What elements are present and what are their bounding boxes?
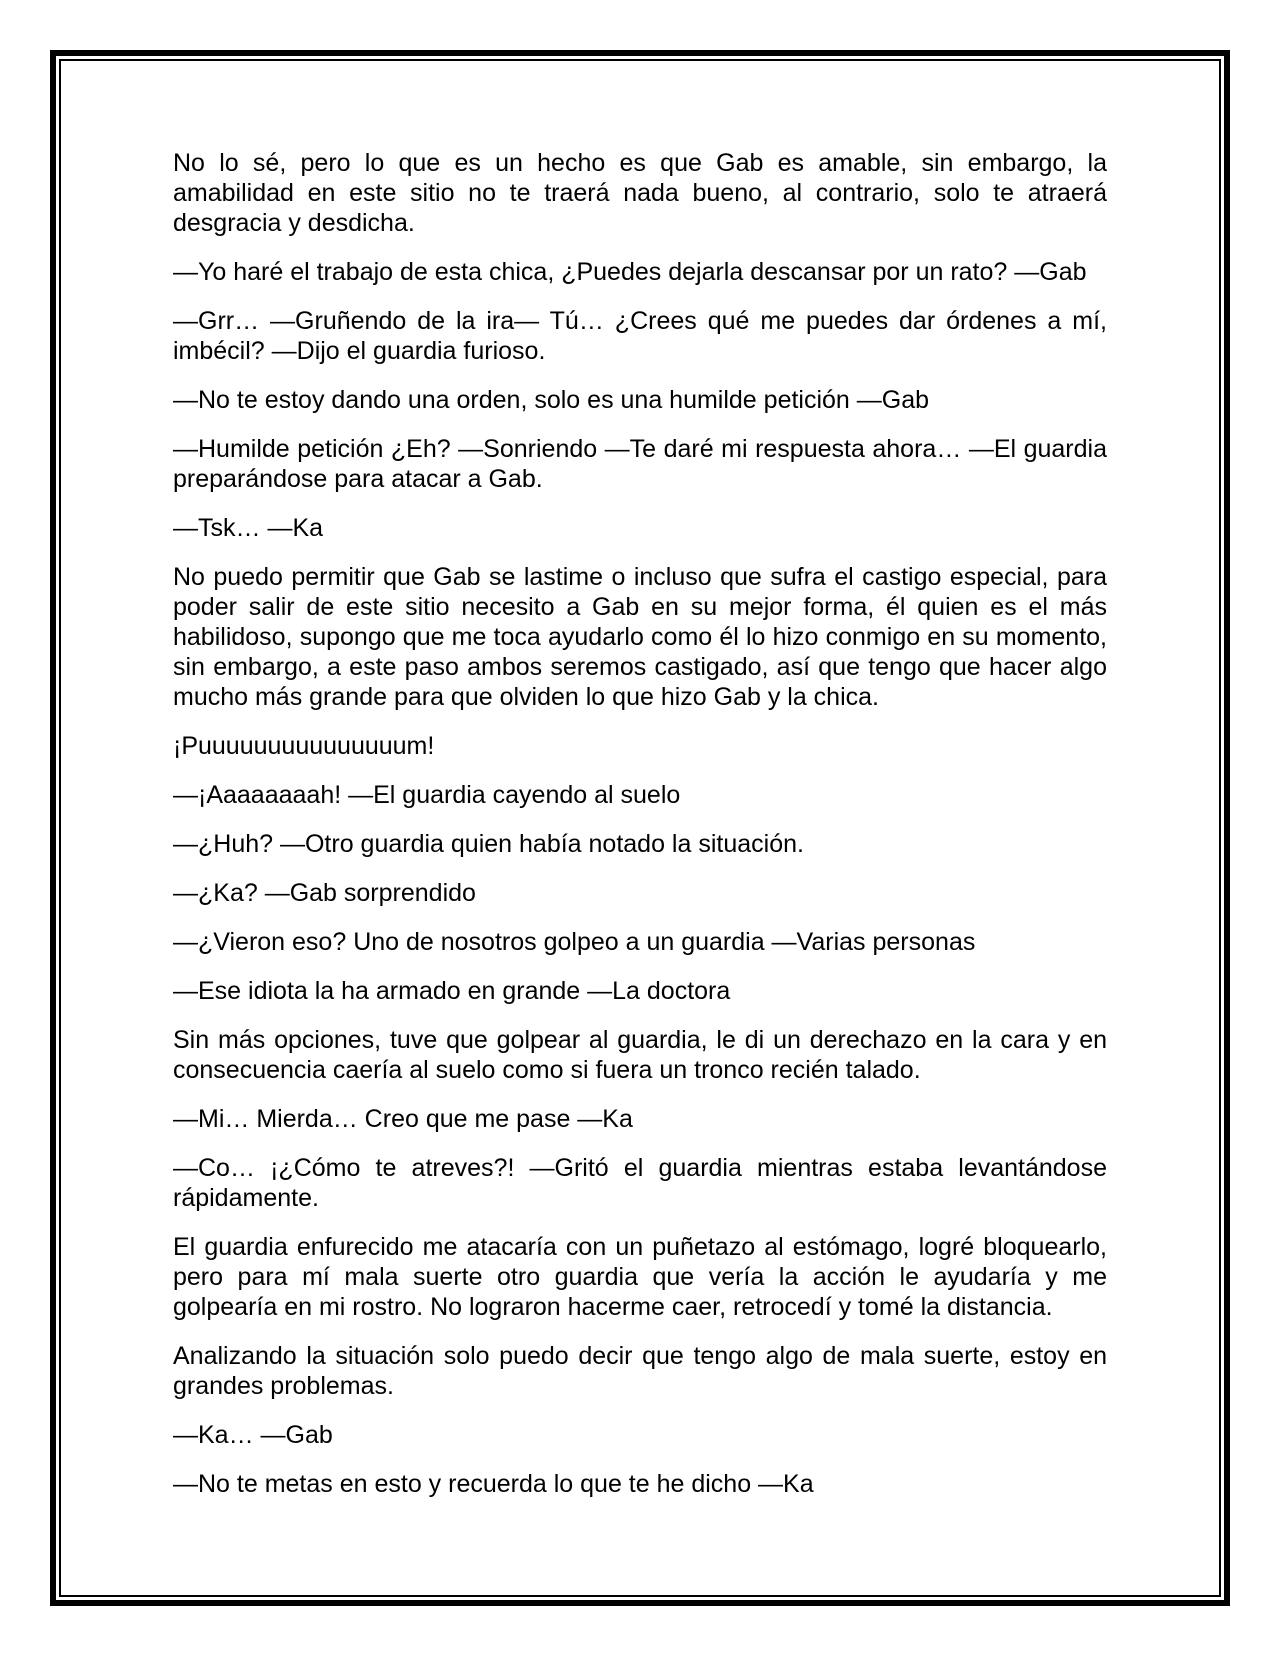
paragraph: ¡Puuuuuuuuuuuuuuum! [173, 732, 435, 760]
paragraph: —Co… ¡¿Cómo te atreves?! —Gritó el guardia mientras estaba levantándose rápidamente. [173, 1154, 1107, 1212]
paragraph: —Mi… Mierda… Creo que me pase —Ka [173, 1105, 633, 1133]
paragraph: No lo sé, pero lo que es un hecho es que Gab es amable, sin embargo, la amabilidad en este sitio no te traerá nada bueno, al contrario, solo te atraerá desgracia y desdicha. [173, 149, 1107, 237]
paragraph: —¿Huh? —Otro guardia quien había notado la situación. [173, 830, 804, 858]
paragraph: No puedo permitir que Gab se lastime o incluso que sufra el castigo especial, para poder salir de este sitio necesito a Gab en su mejor forma, él quien es el más habilidoso, supongo que me toca ayudarlo como él lo hizo conmigo en su momento, sin embargo, a este paso ambos seremos castigado, así que tengo que hacer algo mucho más grande para que olviden lo que hizo Gab y la chica. [173, 563, 1107, 711]
paragraph: —Ka… —Gab [173, 1421, 333, 1449]
paragraph: Sin más opciones, tuve que golpear al guardia, le di un derechazo en la cara y en consecuencia caería al suelo como si fuera un tronco recién talado. [173, 1026, 1107, 1084]
paragraph: —Ese idiota la ha armado en grande —La doctora [173, 977, 731, 1005]
paragraph: —Grr… —Gruñendo de la ira— Tú… ¿Crees qué me puedes dar órdenes a mí, imbécil? —Dijo el guardia furioso. [173, 307, 1107, 365]
paragraph: —¿Vieron eso? Uno de nosotros golpeo a un guardia —Varias personas [173, 928, 976, 956]
paragraph: —Humilde petición ¿Eh? —Sonriendo —Te daré mi respuesta ahora… —El guardia preparándose para atacar a Gab. [173, 435, 1107, 493]
paragraph: —¿Ka? —Gab sorprendido [173, 879, 476, 907]
paragraph: —Tsk… —Ka [173, 514, 324, 542]
paragraph: —No te metas en esto y recuerda lo que te he dicho —Ka [173, 1470, 814, 1498]
document-body [173, 148, 1107, 1518]
paragraph: —No te estoy dando una orden, solo es una humilde petición —Gab [173, 386, 930, 414]
paragraph: Analizando la situación solo puedo decir que tengo algo de mala suerte, estoy en grandes problemas. [173, 1342, 1107, 1400]
paragraph: —Yo haré el trabajo de esta chica, ¿Puedes dejarla descansar por un rato? —Gab [173, 258, 1087, 286]
paragraph: —¡Aaaaaaaah! —El guardia cayendo al suelo [173, 781, 681, 809]
paragraph: El guardia enfurecido me atacaría con un puñetazo al estómago, logré bloquearlo, pero para mí mala suerte otro guardia que vería la acción le ayudaría y me golpearía en mi rostro. No lograron hacerme caer, retrocedí y tomé la distancia. [173, 1233, 1107, 1321]
